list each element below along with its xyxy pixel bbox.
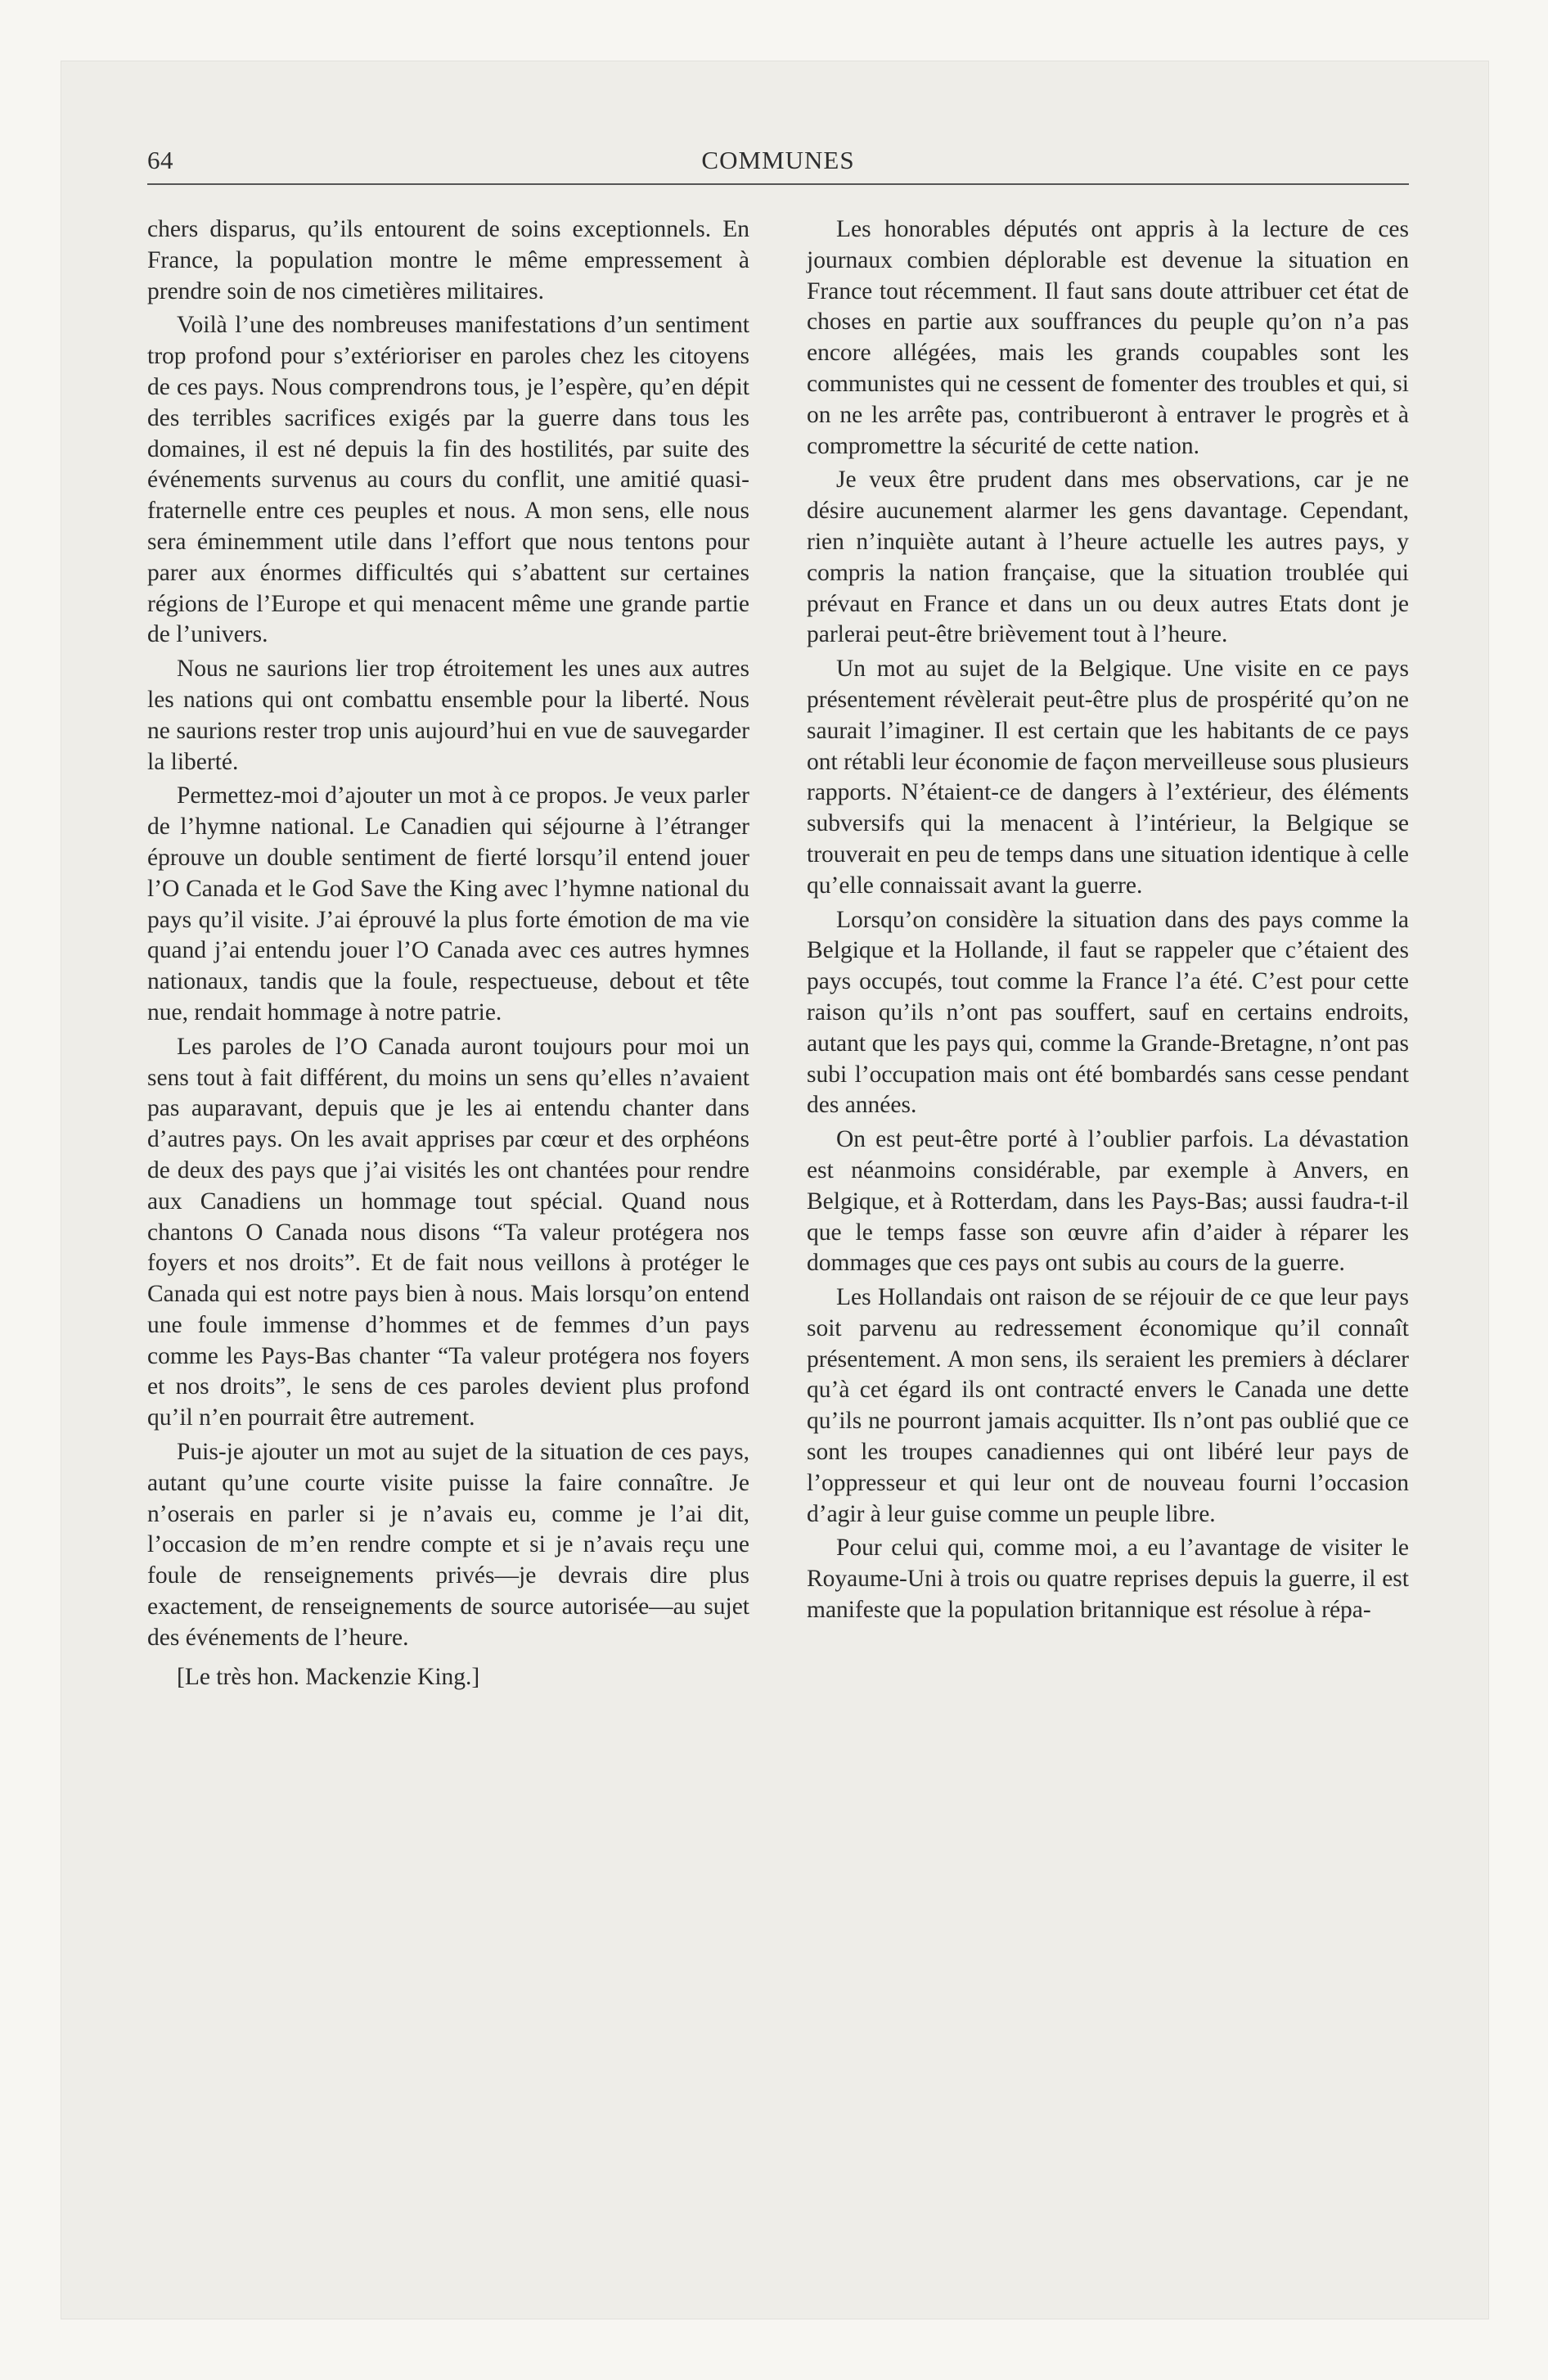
left-column <box>147 214 749 1696</box>
right-column <box>807 214 1409 1629</box>
paragraph: Les Hollandais ont raison de se réjouir de ce que leur pays soit parvenu au redressement économique qu’il connaît présentement. A mon sens, ils seraient les premiers à déclarer qu’à cet égard ils ont contracté envers le Canada une dette qu’ils ne pourront jamais acquitter. Ils n’ont pas oublié que ce sont les troupes canadiennes qui ont libéré leur pays de l’oppresseur et qui leur ont de nouveau fourni l’occasion d’agir à leur guise comme un peuple libre. <box>807 1284 1409 1527</box>
speaker-attribution: [Le très hon. Mackenzie King.] <box>177 1663 480 1690</box>
paragraph: Nous ne saurions lier trop étroitement les unes aux autres les nations qui ont combattu ensemble pour la liberté. Nous ne saurions rester trop unis aujourd’hui en vue de sauvegarder la liberté. <box>147 656 749 775</box>
paragraph: Puis-je ajouter un mot au sujet de la situation de ces pays, autant qu’une courte visite puisse la faire connaître. Je n’oserais en parler si je n’avais eu, comme je l’ai dit, l’occasion de m’en rendre compte et si je n’avais reçu une foule de renseignements privés—je devrais dire plus exactement, de renseignements de source autorisée—au sujet des événements de l’heure. <box>147 1439 749 1651</box>
paragraph: Voilà l’une des nombreuses manifestations d’un sentiment trop profond pour s’extérioriser en paroles chez les citoyens de ces pays. Nous comprendrons tous, je l’espère, qu’en dépit des terribles sacrifices exigés par la guerre dans tous les domaines, il est né depuis la fin des hostilités, par suite des événements survenus au cours du conflit, une amitié quasi-fraternelle entre ces peuples et nous. A mon sens, elle nous sera éminemment utile dans l’effort que nous tentons pour parer aux énormes difficultés qui s’abattent sur certaines régions de l’Europe et qui menacent même une grande partie de l’univers. <box>147 312 749 648</box>
paragraph: On est peut-être porté à l’oublier parfois. La dévastation est néanmoins considérable, par exemple à Anvers, en Belgique, et à Rotterdam, dans les Pays-Bas; aussi faudra-t-il que le temps fasse son œuvre afin d’aider à réparer les dommages que ces pays ont subis au cours de la guerre. <box>807 1126 1409 1277</box>
paragraph: Lorsqu’on considère la situation dans des pays comme la Belgique et la Hollande, il faut se rappeler que c’étaient des pays occupés, tout comme la France l’a été. C’est pour cette raison qu’ils n’ont pas souffert, sauf en certains endroits, autant que les pays qui, comme la Grande-Bretagne, n’ont pas subi l’occupation mais ont été bombardés sans cesse pendant des années. <box>807 906 1409 1119</box>
paragraph: Les honorables députés ont appris à la lecture de ces journaux combien déplorable est devenue la situation en France tout récemment. Il faut sans doute attribuer cet état de choses en partie aux souffrances du peuple qu’on n’a pas encore allégées, mais les grands coupables sont les communistes qui ne cessent de fomenter des troubles et qui, si on ne les arrête pas, contribueront à entraver le progrès et à compromettre la sécurité de cette nation. <box>807 216 1409 459</box>
paragraph: Les paroles de l’O Canada auront toujours pour moi un sens tout à fait différent, du moins un sens qu’elles n’avaient pas auparavant, depuis que je les ai entendu chanter dans d’autres pays. On les avait apprises par cœur et des orphéons de deux des pays que j’ai visités les ont chantées pour rendre aux Canadiens un hommage tout spécial. Quand nous chantons O Canada nous disons “Ta valeur protégera nos foyers et nos droits”. Et de fait nous veillons à protéger le Canada qui est notre pays bien à nous. Mais lorsqu’on entend une foule immense d’hommes et de femmes d’un pays comme les Pays-Bas chanter “Ta valeur protégera nos foyers et nos droits”, le sens de ces paroles devient plus profond qu’il n’en pourrait être autrement. <box>147 1033 749 1431</box>
page-number: 64 <box>147 146 173 174</box>
running-head: COMMUNES <box>701 146 855 174</box>
paragraph: Pour celui qui, comme moi, a eu l’avantage de visiter le Royaume-Uni à trois ou quatre reprises depuis la guerre, il est manifeste que la population britannique est résolue à répa- <box>807 1535 1409 1624</box>
page-header <box>147 146 1409 185</box>
paragraph: Un mot au sujet de la Belgique. Une visite en ce pays présentement révèlerait peut-être plus de prospérité qu’on ne saurait l’imaginer. Il est certain que les habitants de ce pays ont rétabli leur économie de façon merveilleuse sous plusieurs rapports. N’étaient-ce de dangers à l’extérieur, des éléments subversifs qui la menacent à l’intérieur, la Belgique se trouverait en peu de temps dans une situation identique à celle qu’elle connaissait avant la guerre. <box>807 656 1409 899</box>
paragraph: Permettez-moi d’ajouter un mot à ce propos. Je veux parler de l’hymne national. Le Canadien qui séjourne à l’étranger éprouve un double sentiment de fierté lorsqu’il entend jouer l’O Canada et le God Save the King avec l’hymne national du pays qu’il visite. J’ai éprouvé la plus forte émotion de ma vie quand j’ai entendu jouer l’O Canada avec ces autres hymnes nationaux, tandis que la foule, respectueuse, debout et tête nue, rendait hommage à notre patrie. <box>147 782 749 1025</box>
paragraph: chers disparus, qu’ils entourent de soins exceptionnels. En France, la population montre le même empressement à prendre soin de nos cimetières militaires. <box>147 216 749 304</box>
paragraph: Je veux être prudent dans mes observations, car je ne désire aucunement alarmer les gens davantage. Cependant, rien n’inquiète autant à l’heure actuelle les autres pays, y compris la nation française, que la situation troublée qui prévaut en France et dans un ou deux autres Etats dont je parlerai peut-être brièvement tout à l’heure. <box>807 467 1409 648</box>
